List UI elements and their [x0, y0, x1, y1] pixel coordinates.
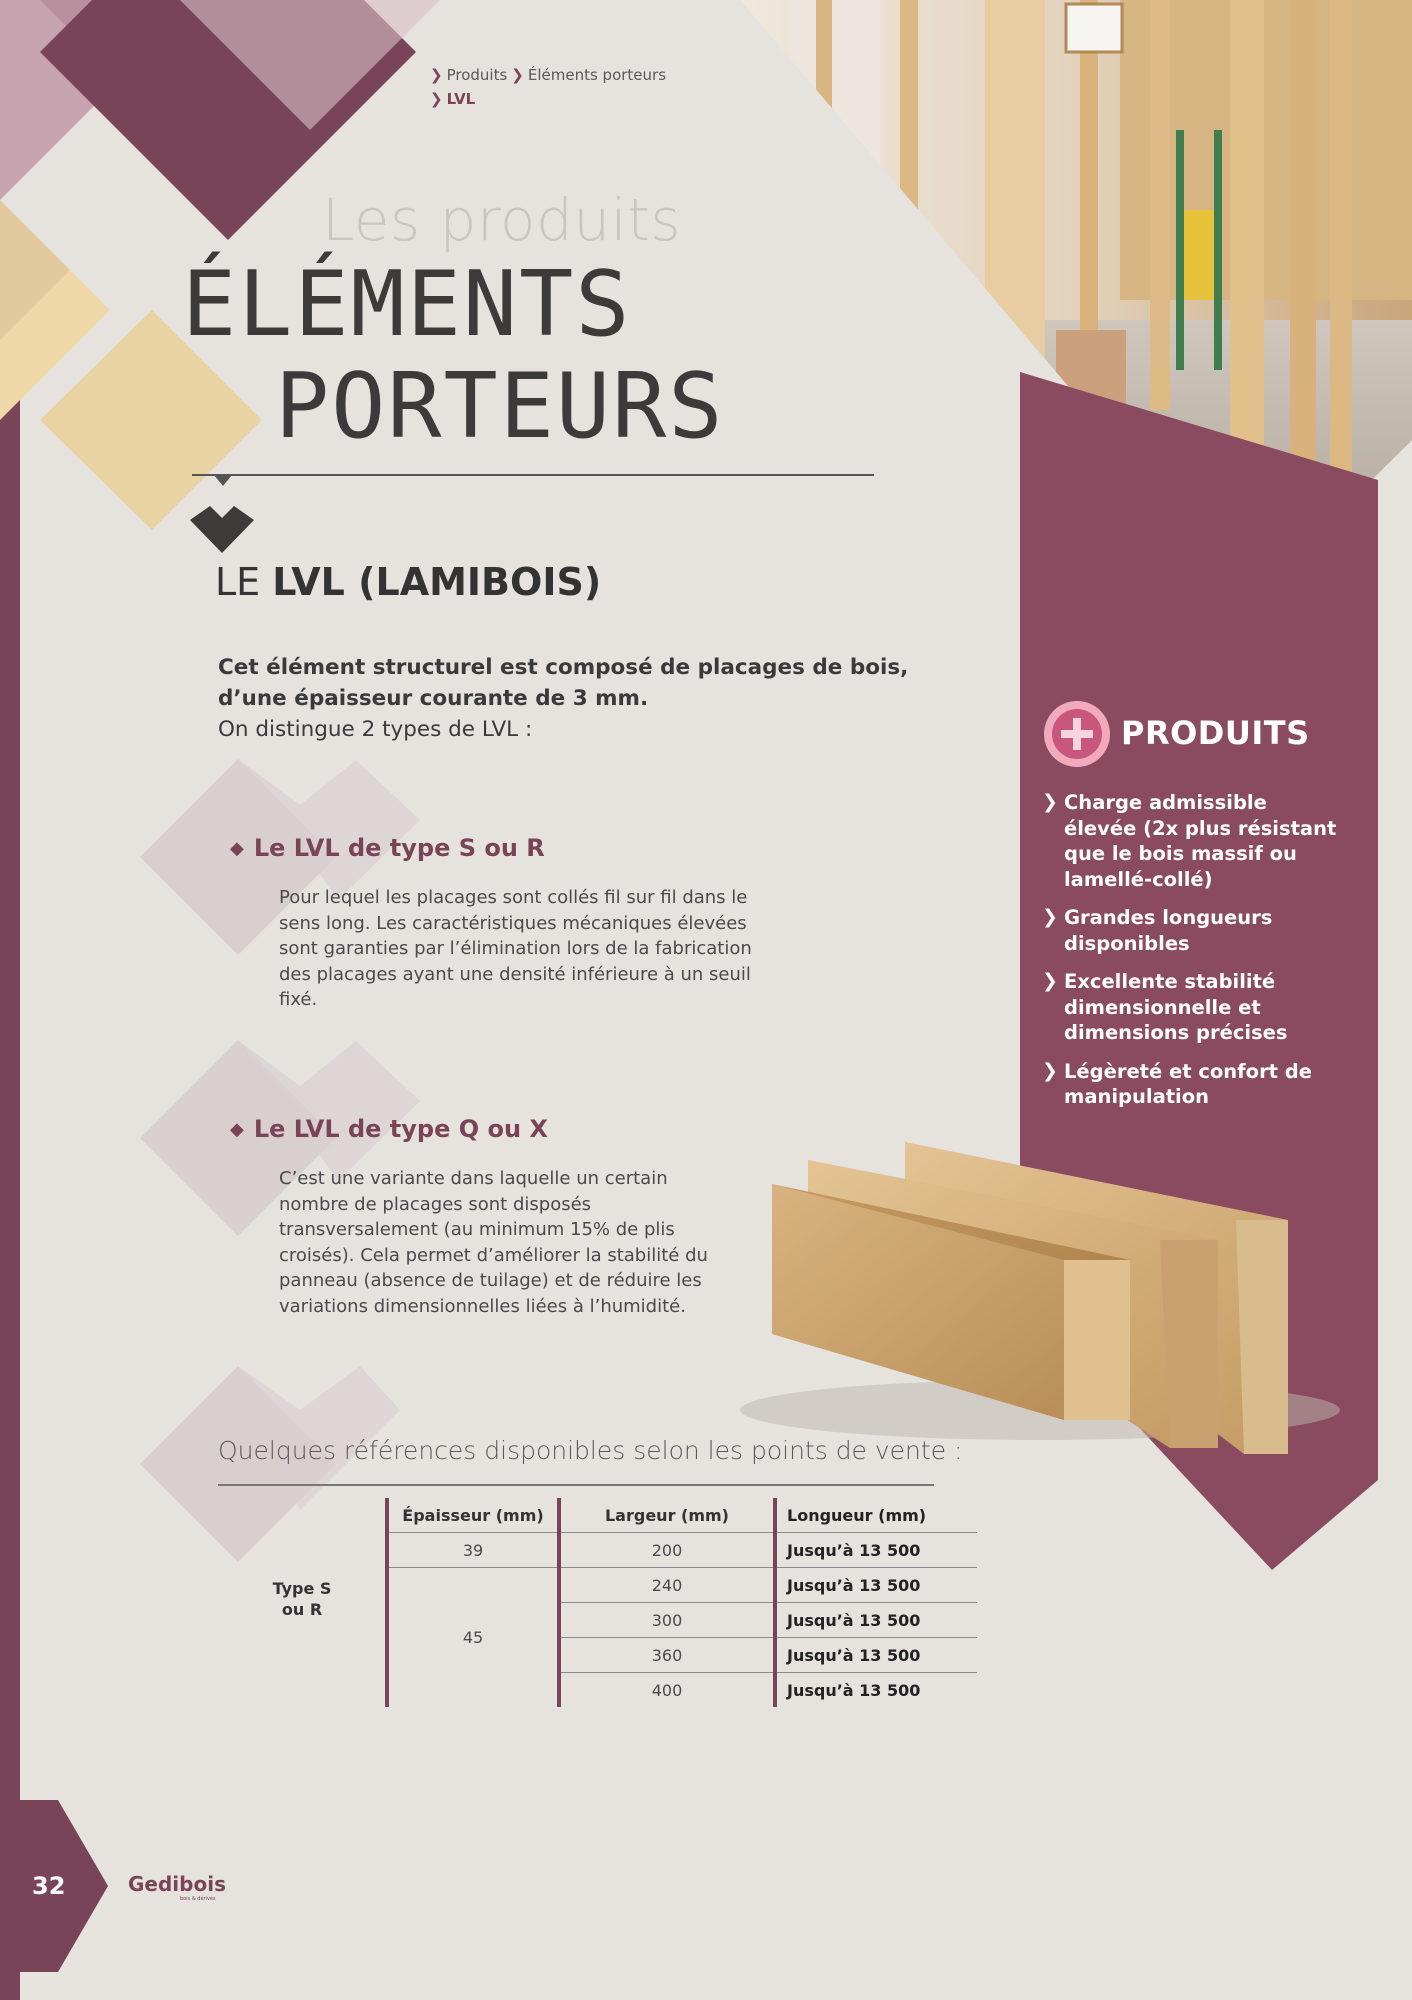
chevron-right-icon: ❯ [430, 90, 443, 108]
chevron-right-icon: ❯ [1042, 970, 1058, 992]
row-group-label-line2: ou R [281, 1600, 323, 1619]
title-divider [192, 474, 874, 476]
breadcrumb-item-produits[interactable]: Produits [446, 66, 508, 84]
intro-bold-line1: Cet élément structurel est composé de placages de bois, [218, 655, 909, 680]
benefit-text: Excellente stabilité dimensionnelle et dimensions précises [1064, 970, 1288, 1044]
row-group-label [266, 1578, 338, 1620]
diamond-icon: ◆ [230, 837, 244, 859]
page-overline: Les produits [322, 186, 682, 254]
diamond-icon: ◆ [230, 1118, 244, 1140]
plus-icon [1044, 701, 1110, 767]
cell-width: 360 [559, 1638, 775, 1673]
type-q-heading-text: Le LVL de type Q ou X [253, 1115, 548, 1143]
section-title-bold: LVL (LAMIBOIS) [272, 560, 602, 604]
intro-text [218, 652, 918, 745]
type-q-heading [230, 1115, 548, 1143]
type-s-heading [230, 834, 545, 862]
products-benefits-list [1042, 790, 1342, 1123]
page-title-line2: PORTEURS [275, 354, 725, 459]
chevron-right-icon: ❯ [1042, 906, 1058, 928]
brand-logo: Gedibois [128, 1872, 226, 1896]
brand-tagline: bois & dérivés [180, 1896, 216, 1902]
cell-length: Jusqu’à 13 500 [775, 1638, 977, 1673]
cell-thickness: 39 [387, 1533, 559, 1568]
cell-width: 240 [559, 1568, 775, 1603]
table-row [387, 1533, 977, 1568]
products-title: PRODUITS [1121, 714, 1310, 752]
cell-length: Jusqu’à 13 500 [775, 1673, 977, 1708]
page-number: 32 [32, 1872, 66, 1900]
type-s-text: Pour lequel les placages sont collés fil sur fil dans le sens long. Les caractéristiques mécaniques élevées sont garanties par l’élimination lors de la fabrication des placages ayant une densité inférieure à un seuil fixé. [279, 887, 752, 1010]
header-thickness: Épaisseur (mm) [387, 1498, 559, 1533]
chevron-right-icon: ❯ [430, 66, 443, 84]
cell-length: Jusqu’à 13 500 [775, 1533, 977, 1568]
intro-bold-line2: d’une épaisseur courante de 3 mm. [218, 686, 649, 711]
list-item [1042, 1059, 1342, 1110]
type-s-heading-text: Le LVL de type S ou R [253, 834, 545, 862]
page-title-line1: ÉLÉMENTS [182, 252, 632, 357]
cell-thickness: 45 [387, 1568, 559, 1708]
breadcrumb-item-elements-porteurs[interactable]: Éléments porteurs [527, 66, 667, 84]
header-width: Largeur (mm) [559, 1498, 775, 1533]
benefit-text: Légèreté et confort de manipulation [1064, 1059, 1312, 1108]
breadcrumb-current-row [430, 90, 475, 108]
list-item [1042, 790, 1342, 892]
references-title: Quelques références disponibles selon les points de vente : [218, 1436, 963, 1465]
breadcrumb [430, 66, 666, 84]
cell-width: 400 [559, 1673, 775, 1708]
cell-width: 300 [559, 1603, 775, 1638]
type-q-text: C’est une variante dans laquelle un certain nombre de placages sont disposés transversalement (au minimum 15% de plis croisés). Cela permet d’améliorer la stabilité du panneau (absence de tuilage) et de réduire les variations dimensionnelles liées à l’humidité. [279, 1168, 708, 1317]
table-header-row [387, 1498, 977, 1533]
cell-length: Jusqu’à 13 500 [775, 1603, 977, 1638]
benefit-text: Charge admissible élevée (2x plus résistant que le bois massif ou lamellé-collé) [1064, 791, 1337, 891]
list-item [1042, 969, 1342, 1046]
header-length: Longueur (mm) [775, 1498, 977, 1533]
breadcrumb-current: LVL [446, 90, 476, 108]
chevron-right-icon: ❯ [1042, 1059, 1058, 1082]
section-title-light: LE [215, 560, 261, 604]
divider-tick-icon [214, 475, 232, 486]
list-item [1042, 905, 1342, 956]
row-group-label-line1: Type S [272, 1579, 332, 1598]
references-divider [218, 1484, 934, 1486]
cell-length: Jusqu’à 13 500 [775, 1568, 977, 1603]
chevron-right-icon: ❯ [511, 66, 524, 84]
chevron-right-icon: ❯ [1042, 791, 1058, 813]
benefit-text: Grandes longueurs disponibles [1064, 906, 1273, 955]
intro-regular: On distingue 2 types de LVL : [218, 717, 533, 742]
references-table [385, 1498, 977, 1707]
section-title [215, 560, 601, 604]
cell-width: 200 [559, 1533, 775, 1568]
table-row [387, 1568, 977, 1603]
